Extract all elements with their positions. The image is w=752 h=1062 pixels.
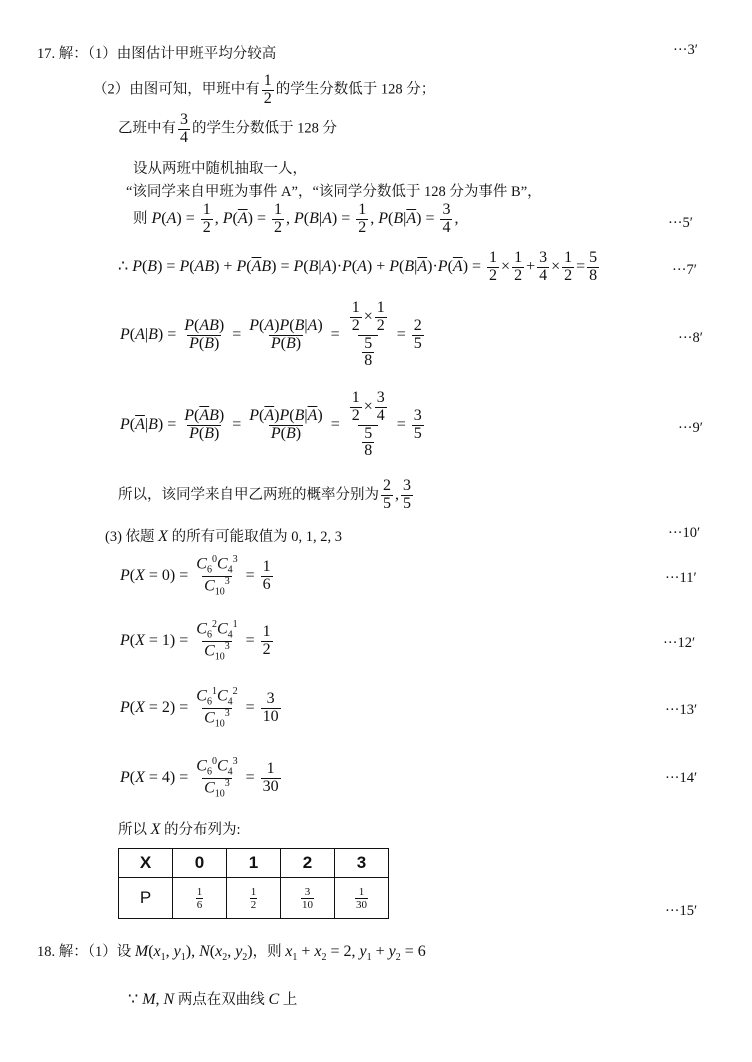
q18-line-2: ∵ M, N 两点在双曲线 C 上: [128, 991, 298, 1008]
score-11: ···11′: [665, 570, 697, 586]
prob-definitions: 则 P(A) = $\frac{1}{2}$ , $P(\overline{A})$ = $\frac{1}{2}$ , P(B|A) = $\frac{1}{2}$ , $P(B|\overline{A})$ = $\frac{3}{4}$ ,: [133, 201, 459, 236]
table-cell: $\frac{3}{10}$: [281, 878, 335, 919]
table-header-cell: X: [119, 849, 173, 878]
table-header-cell: 3: [335, 849, 389, 878]
table-header-cell: 1: [227, 849, 281, 878]
prob-x-0: P(X = 0) = $\frac{C_6^0C_4^3}{C_{10}^3}$ = $\frac{1}{6}$: [120, 554, 271, 598]
distribution-label: 所以 X 的分布列为:: [118, 821, 241, 838]
part3-intro: (3) 依题 X 的所有可能取值为 0, 1, 2, 3: [105, 528, 342, 545]
score-7: ···7′: [672, 262, 697, 278]
q18-heading: 18. 解：（1）设 $M(x_1$, $y_1$), $N(x_2$, $y_2$)，则 $x_1 + x_2 = 2$, $y_1 + y_2 = 6$: [37, 943, 426, 964]
score-12: ···12′: [663, 635, 696, 651]
total-probability: ∴ $P(B) = P(AB) + P(\overline{A}B) = P(B|A)\cdot P(A) + P(B|\overline{A})\cdot P(\overline{A})$ = $\frac{1}{2}$ × $\frac{1}{2}$ + $\frac{3}{4}$ × $\frac{1}{2}$ = $\frac{5}{8}$: [118, 249, 598, 284]
table-cell: $\frac{1}{2}$: [227, 878, 281, 919]
score-13: ···13′: [665, 702, 698, 718]
score-8: ···8′: [678, 330, 703, 346]
table-header-cell: 0: [173, 849, 227, 878]
table-row-label: P: [119, 878, 173, 919]
table-header-cell: 2: [281, 849, 335, 878]
fraction-three-quarters: $\frac{3}{4}$: [180, 111, 188, 146]
setup-line-1: 设从两班中随机抽取一人，: [133, 161, 307, 177]
setup-line-2: “该同学来自甲班为事件 A”，“该同学分数低于 128 分为事件 B”，: [126, 184, 542, 200]
fraction-half: $\frac{1}{2}$: [263, 72, 272, 107]
score-5: ···5′: [668, 215, 693, 231]
table-cell: $\frac{1}{6}$: [173, 878, 227, 919]
score-10: ···10′: [668, 525, 701, 541]
prob-x-4: P(X = 4) = $\frac{C_6^0C_4^3}{C_{10}^3}$ = $\frac{1}{30}$: [120, 756, 279, 800]
prob-x-2: P(X = 2) = $\frac{C_6^1C_4^2}{C_{10}^3}$ = $\frac{3}{10}$: [120, 686, 279, 730]
yi-class-line: 乙班中有 $\frac{3}{4}$ 的学生分数低于 128 分: [118, 111, 337, 146]
prob-x-1: P(X = 1) = $\frac{C_6^2C_4^1}{C_{10}^3}$ = $\frac{1}{2}$: [120, 619, 271, 663]
conclusion: 所以，该同学来自甲乙两班的概率分别为 $\frac{2}{5}$ , $\frac{3}{5}$: [118, 477, 411, 512]
score-3: ···3′: [673, 42, 698, 58]
posterior-a: P(A|B) = $\frac{P(AB)}{P(B)}$ = $\frac{P(A)P(B|A)}{P(B)}$ = $\frac{1}{2}$ × $\frac{1}{2}$ $\frac{5}{8}$ = $\frac{2}{5}$: [120, 299, 422, 370]
table-cell: $\frac{1}{30}$: [335, 878, 389, 919]
posterior-not-a: $P(\overline{A}|B)$ = $\frac{P(\overline{A}B)}{P(B)}$ = $\frac{P(\overline{A})P(B|\overline{A})}{P(B)}$ = $\frac{1}{2}$ × $\frac{3}{4}$ $\frac{5}{8}$ = $\frac{3}{5}$: [120, 389, 422, 460]
score-15: ···15′: [665, 903, 698, 919]
score-14: ···14′: [665, 770, 698, 786]
distribution-table: [118, 848, 389, 919]
q17-heading: 17. 解：（1）由图估计甲班平均分较高: [37, 46, 277, 62]
score-9: ···9′: [678, 420, 703, 436]
part2-intro: （2）由图可知，甲班中有 $\frac{1}{2}$ 的学生分数低于 128 分；: [93, 72, 436, 107]
